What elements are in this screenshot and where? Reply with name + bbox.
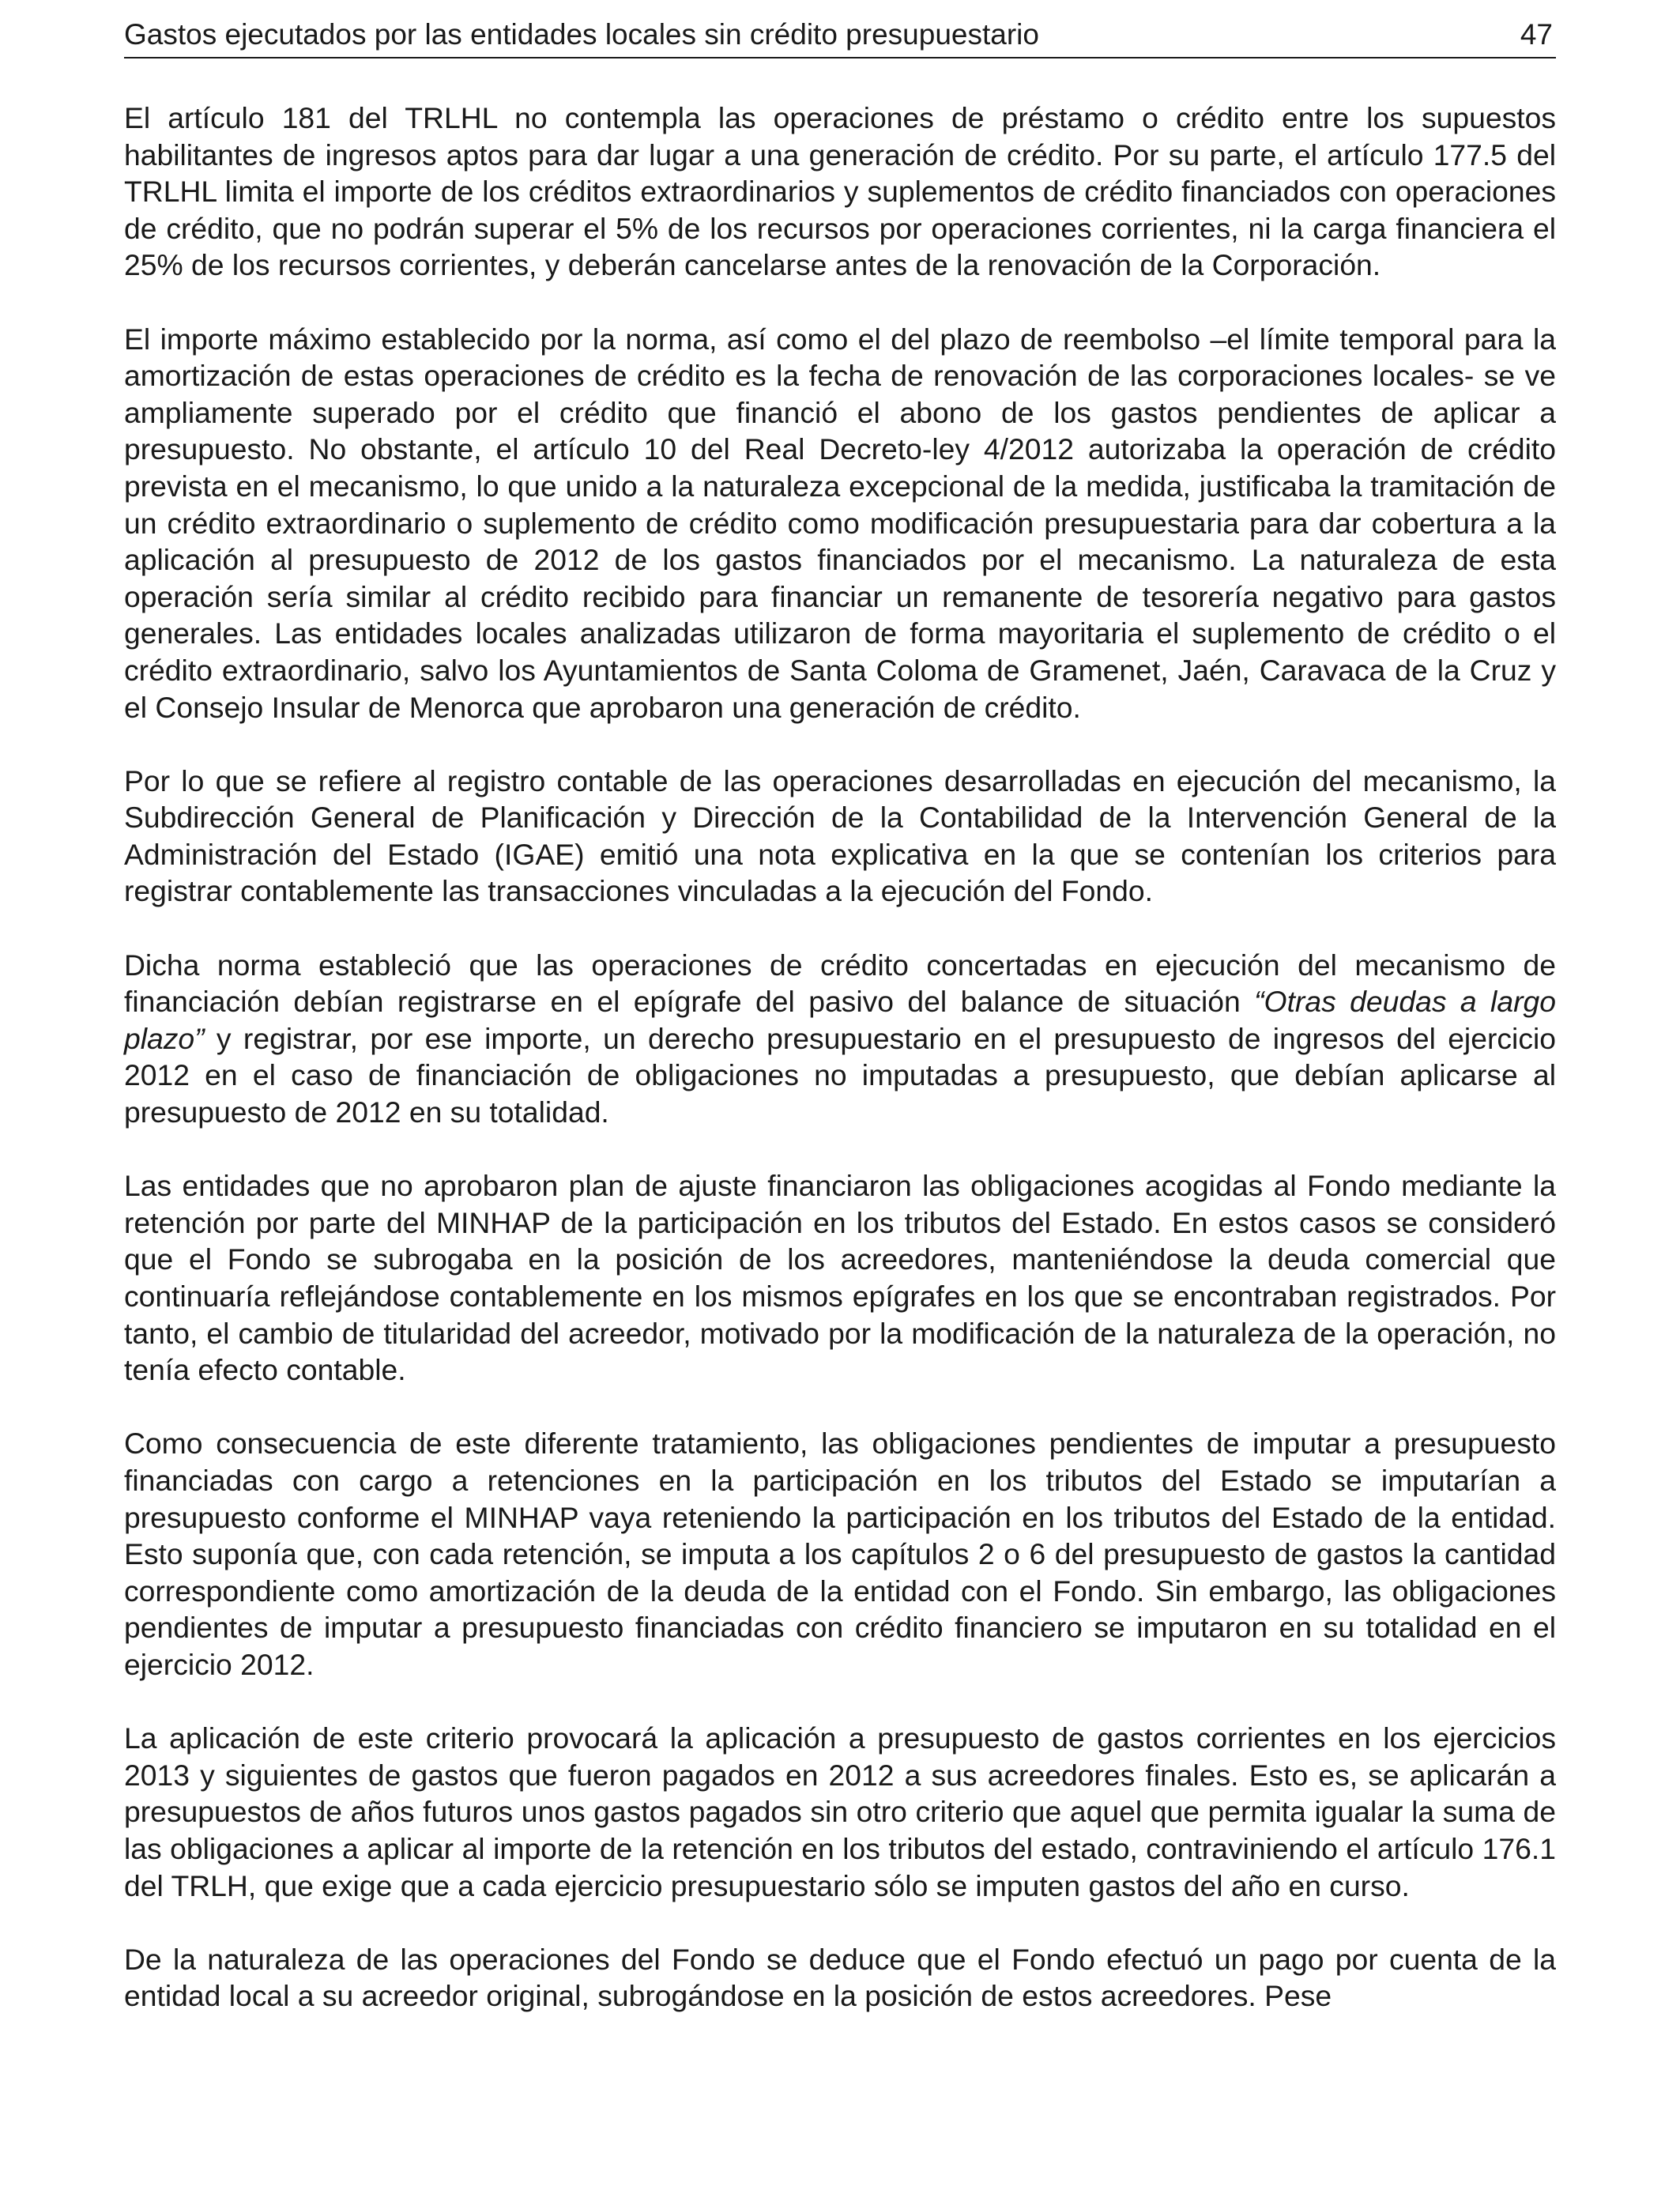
header-title: Gastos ejecutados por las entidades locales sin crédito presupuestario	[124, 18, 1039, 51]
paragraph-aplicacion-criterio: La aplicación de este criterio provocará la aplicación a presupuesto de gastos corrientes en los ejercicios 2013 y siguientes de gastos que fueron pagados en 2012 a sus acreedores finales. Esto es, se aplicarán a presupuestos de años futuros unos gastos pagados sin otro criterio que aquel que permita igualar la suma de las obligaciones a aplicar al importe de la retención en los tributos del estado, contraviniendo el artículo 176.1 del TRLH, que exige que a cada ejercicio presupuestario sólo se imputen gastos del año en curso.	[124, 1721, 1556, 1902]
paragraph-dicha-norma-before: Dicha norma estableció que las operaciones de crédito concertadas en ejecución del mecanismo de financiación debían registrarse en el epígrafe del pasivo del balance de situación	[124, 948, 1556, 1019]
paragraph-consecuencia: Como consecuencia de este diferente tratamiento, las obligaciones pendientes de imputar a presupuesto financiadas con cargo a retenciones en la participación en los tributos del Estado se imputarían a presupuesto conforme el MINHAP vaya reteniendo la participación en los tributos del Estado de la entidad. Esto suponía que, con cada retención, se imputa a los capítulos 2 o 6 del presupuesto de gastos la cantidad correspondiente como amortización de la deuda de la entidad con el Fondo. Sin embargo, las obligaciones pendientes de imputar a presupuesto financiadas con crédito financiero se imputaron en su totalidad en el ejercicio 2012.	[124, 1427, 1556, 1681]
paragraph-entidades-sin-plan: Las entidades que no aprobaron plan de ajuste financiaron las obligaciones acogidas al Fondo mediante la retención por parte del MINHAP de la participación en los tributos del Estado. En estos casos se consideró que el Fondo se subrogaba en la posición de los acreedores, manteniéndose la deuda comercial que continuaría reflejándose contablemente en los mismos epígrafes en los que se encontraban registrados. Por tanto, el cambio de titularidad del acreedor, motivado por la modificación de la naturaleza de la operación, no tenía efecto contable.	[124, 1169, 1556, 1387]
body-text	[124, 100, 1556, 2015]
paragraph-dicha-norma-italic: “Otras deudas a largo plazo”	[124, 985, 1556, 1055]
paragraph-naturaleza-fondo: De la naturaleza de las operaciones del Fondo se deduce que el Fondo efectuó un pago por cuenta de la entidad local a su acreedor original, subrogándose en la posición de estos acreedores. Pese	[124, 1942, 1556, 2013]
paragraph-dicha-norma	[124, 947, 1556, 1131]
paragraph-articulo-181: El artículo 181 del TRLHL no contempla las operaciones de préstamo o crédito entre los supuestos habilitantes de ingresos aptos para dar lugar a una generación de crédito. Por su parte, el artículo 177.5 del TRLHL limita el importe de los créditos extraordinarios y suplementos de crédito financiados con operaciones de crédito, que no podrán superar el 5% de los recursos por operaciones corrientes, ni la carga financiera el 25% de los recursos corrientes, y deberán cancelarse antes de la renovación de la Corporación.	[124, 101, 1556, 282]
paragraph-importe-maximo: El importe máximo establecido por la norma, así como el del plazo de reembolso –el límite temporal para la amortización de estas operaciones de crédito es la fecha de renovación de las corporaciones locales- se ve ampliamente superado por el crédito que financió el abono de los gastos pendientes de aplicar a presupuesto. No obstante, el artículo 10 del Real Decreto-ley 4/2012 autorizaba la operación de crédito prevista en el mecanismo, lo que unido a la naturaleza excepcional de la medida, justificaba la tramitación de un crédito extraordinario o suplemento de crédito como modificación presupuestaria para dar cobertura a la aplicación al presupuesto de 2012 de los gastos financiados por el mecanismo. La naturaleza de esta operación sería similar al crédito recibido para financiar un remanente de tesorería negativo para gastos generales. Las entidades locales analizadas utilizaron de forma mayoritaria el suplemento de crédito o el crédito extraordinario, salvo los Ayuntamientos de Santa Coloma de Gramenet, Jaén, Caravaca de la Cruz y el Consejo Insular de Menorca que aprobaron una generación de crédito.	[124, 322, 1556, 724]
paragraph-dicha-norma-after: y registrar, por ese importe, un derecho presupuestario en el presupuesto de ingresos del ejercicio 2012 en el caso de financiación de obligaciones no imputadas a presupuesto, que debían aplicarse al presupuesto de 2012 en su totalidad.	[124, 1021, 1556, 1129]
paragraph-registro-contable: Por lo que se refiere al registro contable de las operaciones desarrolladas en ejecución del mecanismo, la Subdirección General de Planificación y Dirección de la Contabilidad de la Intervención General de la Administración del Estado (IGAE) emitió una nota explicativa en la que se contenían los criterios para registrar contablemente las transacciones vinculadas a la ejecución del Fondo.	[124, 763, 1556, 908]
page-number: 47	[1520, 18, 1553, 51]
document-page	[124, 16, 1556, 2015]
running-header	[124, 16, 1556, 58]
